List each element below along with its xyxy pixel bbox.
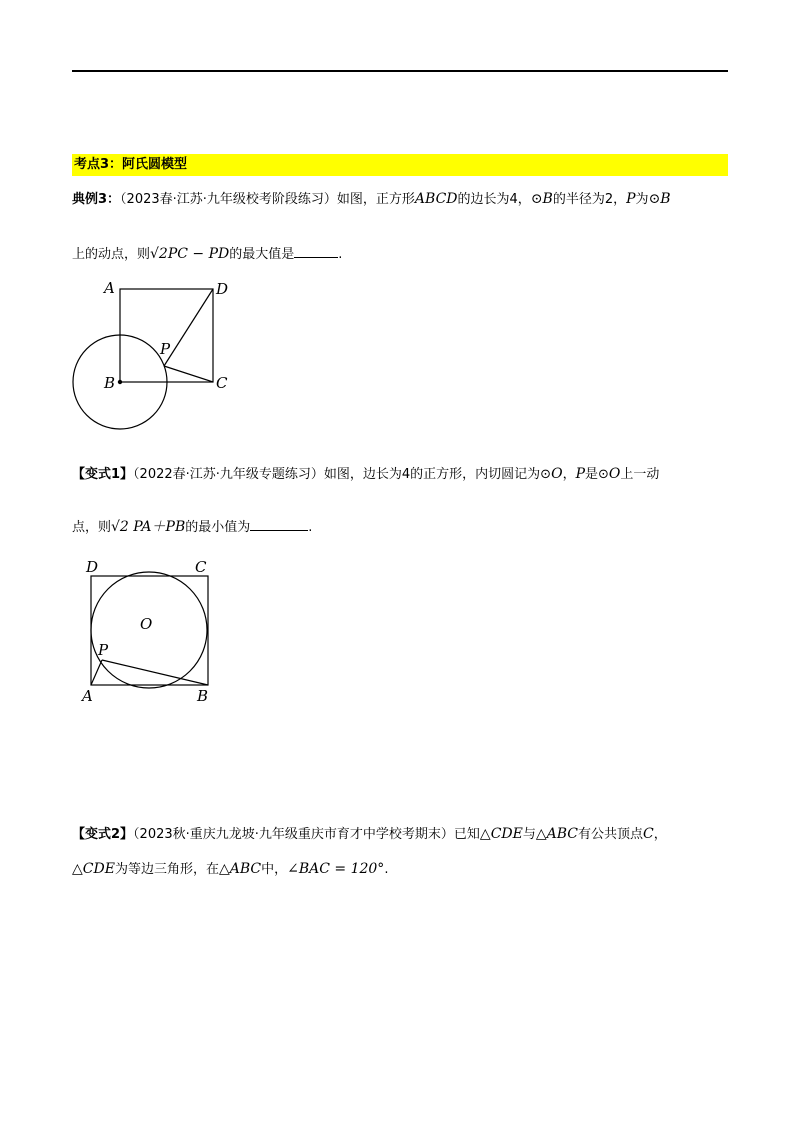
variant1-expression: √2 PA＋PB <box>111 519 186 535</box>
center-b <box>118 380 122 384</box>
example-expression: √2PC − PD <box>150 246 230 262</box>
segment-pa <box>91 660 102 685</box>
label-b: B <box>197 687 209 705</box>
example-source: （2023春·江苏·九年级校考阶段练习） <box>120 192 337 207</box>
example-label: 典例3： <box>72 192 121 207</box>
example-line-1: 典例3：（2023春·江苏·九年级校考阶段练习）如图，正方形ABCD的边长为4，⊙B的半径为2，P为⊙B <box>72 191 671 207</box>
variant1-line-1: 【变式1】（2022春·江苏·九年级专题练习）如图，边长为4的正方形，内切圆记为⊙O，P是⊙O上一动 <box>72 466 660 482</box>
example-line-2: 上的动点，则√2PC − PD的最大值是 . <box>72 246 343 262</box>
label-p: P <box>160 340 171 358</box>
answer-blank[interactable] <box>294 245 338 258</box>
label-a: A <box>104 279 115 297</box>
variant1-label: 【变式1】 <box>72 467 134 482</box>
label-c: C <box>216 374 228 392</box>
header-rule <box>72 70 728 72</box>
variant2-angle: ∠BAC = 120° <box>287 861 385 877</box>
label-o: O <box>140 615 153 633</box>
label-d: D <box>216 280 229 298</box>
variant1-line-2: 点，则√2 PA＋PB的最小值为 . <box>72 519 313 535</box>
label-a: A <box>82 687 93 705</box>
figure-square-circle <box>60 276 260 436</box>
segment-pd <box>164 289 213 366</box>
square-abcd <box>120 289 213 382</box>
variant2-source: （2023秋·重庆九龙坡·九年级重庆市育才中学校考期末） <box>133 827 454 842</box>
variant2-label: 【变式2】 <box>72 827 134 842</box>
variant1-source: （2022春·江苏·九年级专题练习） <box>133 467 324 482</box>
variant2-line-2: △CDE为等边三角形，在△ABC中，∠BAC = 120°. <box>72 861 389 877</box>
segment-pc <box>164 366 213 382</box>
label-c: C <box>195 558 207 576</box>
figure-inscribed-circle <box>74 556 224 706</box>
answer-blank[interactable] <box>250 518 308 531</box>
variant2-line-1: 【变式2】（2023秋·重庆九龙坡·九年级重庆市育才中学校考期末）已知△CDE与△ABC有公共顶点C， <box>72 826 667 842</box>
section-title: 考点3：阿氏圆模型 <box>72 154 728 176</box>
label-p: P <box>98 641 109 659</box>
segment-pb <box>102 660 208 685</box>
label-d: D <box>86 558 99 576</box>
label-b: B <box>104 374 116 392</box>
